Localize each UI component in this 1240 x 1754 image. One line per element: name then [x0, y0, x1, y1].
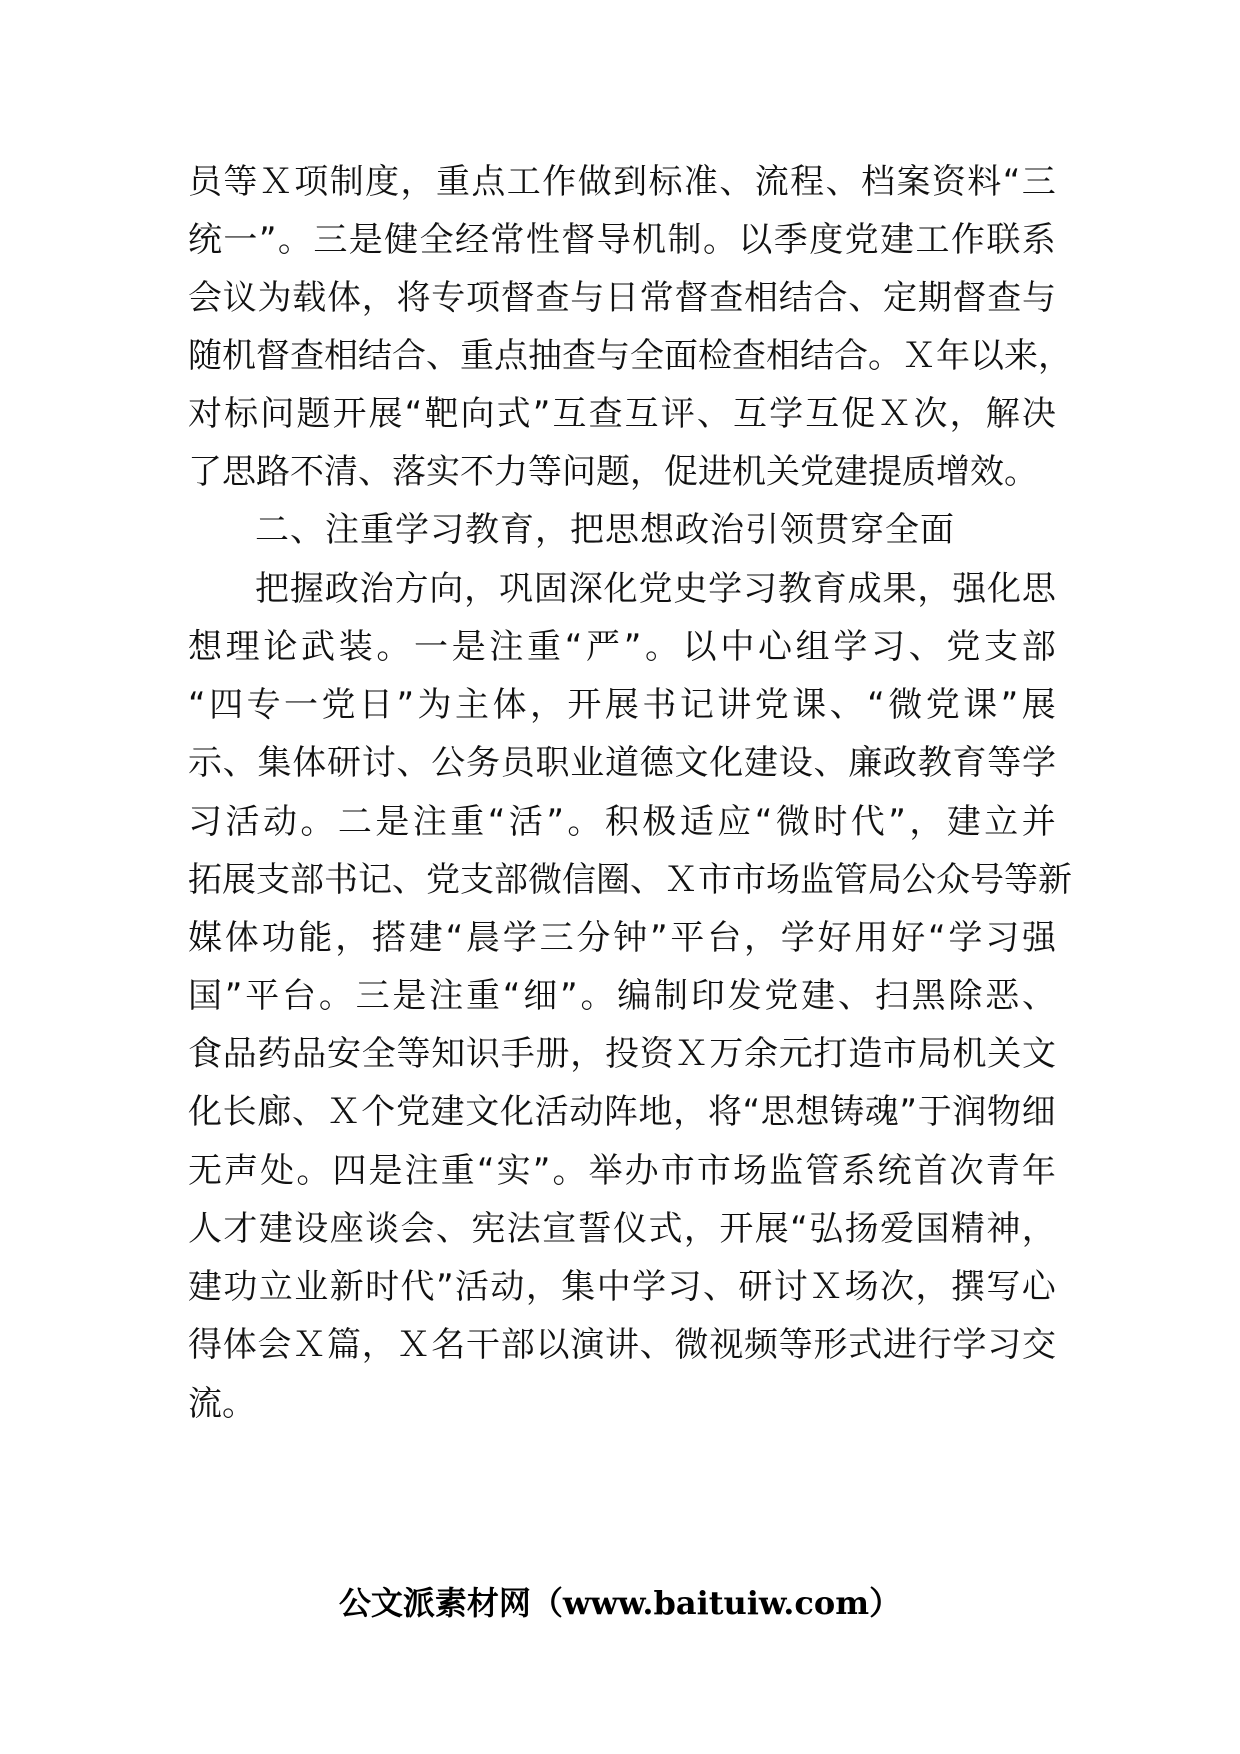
paragraph-line: 媒 体 功 能 ， 搭 建 “ 晨 学 三 分 钟 ” 平 台 ， 学 好 用 好 “ 学 习 强 [188, 918, 1056, 958]
paragraph-line: 员 等 Ｘ 项 制 度 ， 重 点 工 作 做 到 标 准 、 流 程 、 档 案 资 料 “ 三 [188, 162, 1056, 202]
paragraph-line: 把 握 政 治 方 向 ， 巩 固 深 化 党 史 学 习 教 育 成 果 ， 强 化 思 [255, 569, 1056, 609]
paragraph-line: 建 功 立 业 新 时 代 ” 活 动 ， 集 中 学 习 、 研 讨 Ｘ 场 次 ， 撰 写 心 [188, 1267, 1056, 1307]
paragraph-line: 统 一 ” 。 三 是 健 全 经 常 性 督 导 机 制 。 以 季 度 党 建 工 作 联 系 [188, 220, 1056, 260]
paragraph-line: 流。 [188, 1384, 256, 1424]
paragraph-line: 拓 展 支 部 书 记 、 党 支 部 微 信 圈 、 Ｘ 市 市 场 监 管 局 公 众 号 等 新 [188, 860, 1072, 900]
paragraph-line: 国 ” 平 台 。 三 是 注 重 “ 细 ” 。 编 制 印 发 党 建 、 扫 黑 除 恶 、 [188, 976, 1056, 1016]
paragraph-line: 对 标 问 题 开 展 “ 靶 向 式 ” 互 查 互 评 、 互 学 互 促 Ｘ 次 ， 解 决 [188, 394, 1056, 434]
paragraph-line: 无 声 处 。 四 是 注 重 “ 实 ” 。 举 办 市 市 场 监 管 系 统 首 次 青 年 [188, 1151, 1056, 1191]
paragraph-line: 想 理 论 武 装 。 一 是 注 重 “ 严 ” 。 以 中 心 组 学 习 、 党 支 部 [188, 627, 1056, 667]
paragraph-line: “ 四 专 一 党 日 ” 为 主 体 ， 开 展 书 记 讲 党 课 、 “ 微 党 课 ” 展 [188, 685, 1056, 725]
paragraph-line: 得 体 会 Ｘ 篇 ， Ｘ 名 干 部 以 演 讲 、 微 视 频 等 形 式 进 行 学 习 交 [188, 1325, 1056, 1365]
paragraph-line: 习 活 动 。 二 是 注 重 “ 活 ” 。 积 极 适 应 “ 微 时 代 ” ， 建 立 并 [188, 802, 1056, 842]
paragraph-line: 随 机 督 查 相 结 合 、 重 点 抽 查 与 全 面 检 查 相 结 合 。 Ｘ 年 以 来 ， [188, 336, 1072, 376]
paragraph-line: 化 长 廊 、 Ｘ 个 党 建 文 化 活 动 阵 地 ， 将 “ 思 想 铸 魂 ” 于 润 物 细 [188, 1092, 1056, 1132]
paragraph-line: 食 品 药 品 安 全 等 知 识 手 册 ， 投 资 Ｘ 万 余 元 打 造 市 局 机 关 文 [188, 1034, 1056, 1074]
section-heading: 二、注重学习教育，把思想政治引领贯穿全面 [255, 510, 955, 550]
paragraph-line: 会 议 为 载 体 ， 将 专 项 督 查 与 日 常 督 查 相 结 合 、 定 期 督 查 与 [188, 278, 1056, 318]
paragraph-line: 人 才 建 设 座 谈 会 、 宪 法 宣 誓 仪 式 ， 开 展 “ 弘 扬 爱 国 精 神 ， [188, 1209, 1056, 1249]
paragraph-line: 示 、 集 体 研 讨 、 公 务 员 职 业 道 德 文 化 建 设 、 廉 政 教 育 等 学 [188, 743, 1056, 783]
watermark-footer: 公文派素材网（www.baituiw.com） [338, 1584, 902, 1622]
paragraph-line: 了思路不清、落实不力等问题，促进机关党建提质增效。 [188, 452, 1038, 492]
